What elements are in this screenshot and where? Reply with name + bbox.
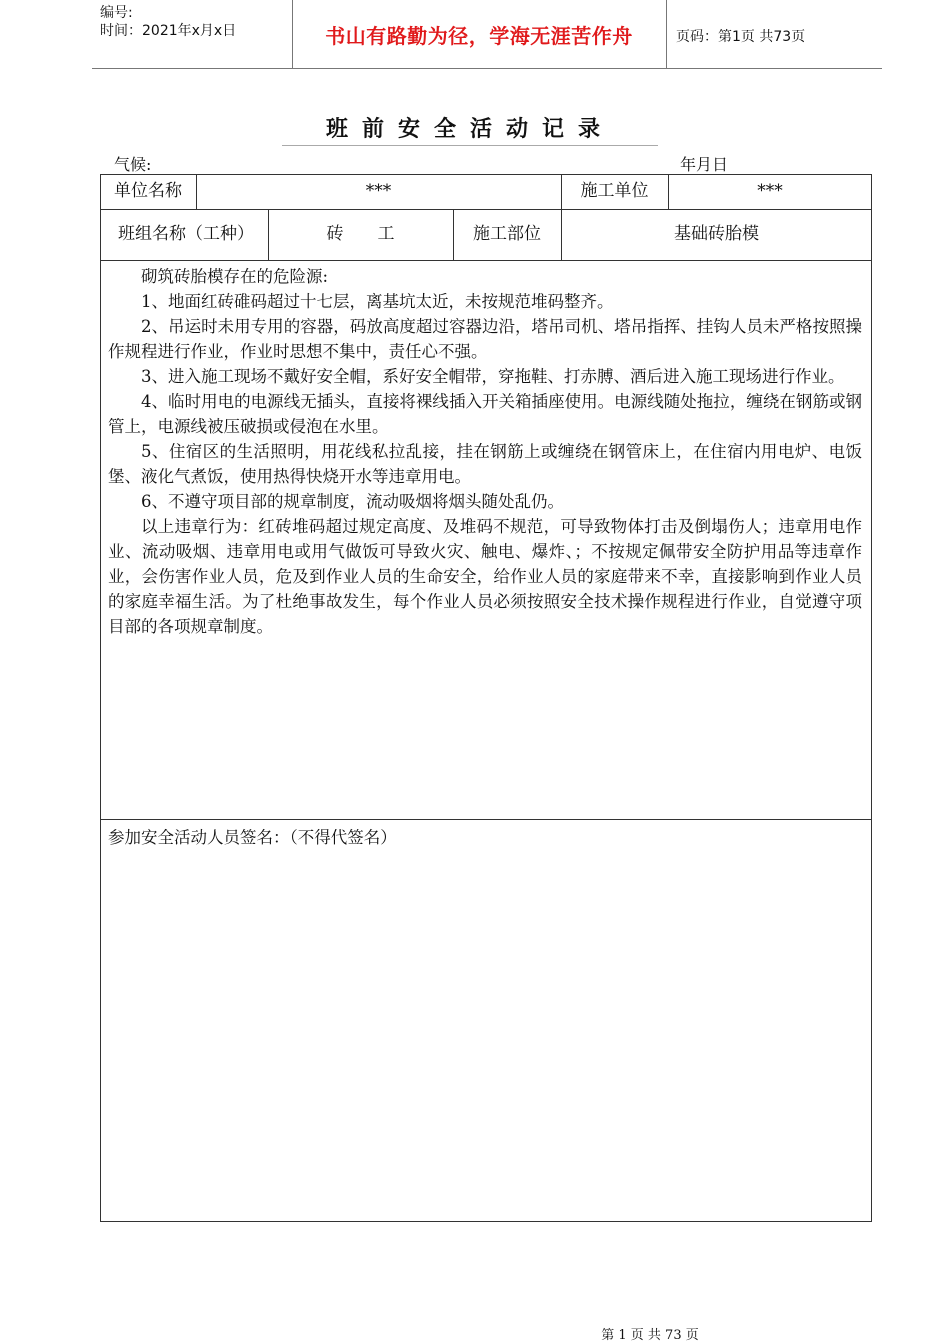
weather-label: 气候: [114,155,152,174]
hazard-content [108,264,862,639]
content-paragraph: 5、住宿区的生活照明，用花线私拉乱接，挂在钢筋上或缠绕在钢管床上，在住宿内用电炉、电饭堡、液化气煮饭，使用热得快烧开水等违章用电。 [108,442,862,486]
header-meta [100,4,236,40]
document-title: 班前安全活动记录 [282,112,658,146]
content-paragraph: 3、进入施工现场不戴好安全帽，系好安全帽带，穿拖鞋、打赤膊、酒后进入施工现场进行作业。 [141,367,845,386]
time-label: 时间：2021年x月x日 [100,23,237,39]
content-paragraph: 以上违章行为：红砖堆码超过规定高度、及堆码不规范，可导致物体打击及倒塌伤人；违章用电作业、流动吸烟、违章用电或用气做饭可导致火灾、触电、爆炸、；不按规定佩带安全防护用品等违章作业，会伤害作业人员，危及到作业人员的生命安全，给作业人员的家庭带来不幸，直接影响到作业人员的家庭幸福生活。为了杜绝事故发生，每个作业人员必须按照安全技术操作规程进行作业，自觉遵守项目部的各项规章制度。 [108,517,862,636]
team-label: 班组名称（工种） [118,224,254,244]
signature-label: 参加安全活动人员签名：（不得代签名） [108,828,397,847]
content-paragraph: 6、不遵守项目部的规章制度，流动吸烟将烟头随处乱仍。 [141,492,564,511]
footer-page-number: 第 1 页 共 73 页 [601,1328,699,1343]
serial-label: 编号: [100,5,133,21]
header-page-number: 页码：第1页 共73页 [676,29,806,45]
unit-name-value: *** [365,181,392,201]
unit-name-label: 单位名称 [114,181,182,201]
location-value: 基础砖胎模 [674,224,759,244]
construction-unit-label: 施工单位 [580,181,649,201]
content-paragraph: 1、地面红砖碓码超过十七层，离基坑太近，未按规范堆码整齐。 [141,292,614,311]
header-motto: 书山有路勤为径，学海无涯苦作舟 [325,24,633,48]
date-label: 年月日 [680,155,729,174]
location-label: 施工部位 [473,224,541,244]
table-rule [100,819,872,820]
content-paragraph: 砌筑砖胎模存在的危险源: [141,267,329,286]
table-rule [100,260,872,261]
header-divider [666,0,667,68]
content-paragraph: 2、吊运时未用专用的容器，码放高度超过容器边沿，塔吊司机、塔吊指挥、挂钩人员未严格按照操作规程进行作业，作业时思想不集中，责任心不强。 [108,317,862,361]
construction-unit-value: *** [757,181,783,201]
team-value: 砖 工 [326,224,395,244]
header-rule [92,68,882,69]
page-footer [0,1324,950,1343]
content-paragraph: 4、临时用电的电源线无插头，直接将裸线插入开关箱插座使用。电源线随处拖拉，缠绕在钢筋或钢管上，电源线被压破损或侵泡在水里。 [108,392,862,436]
